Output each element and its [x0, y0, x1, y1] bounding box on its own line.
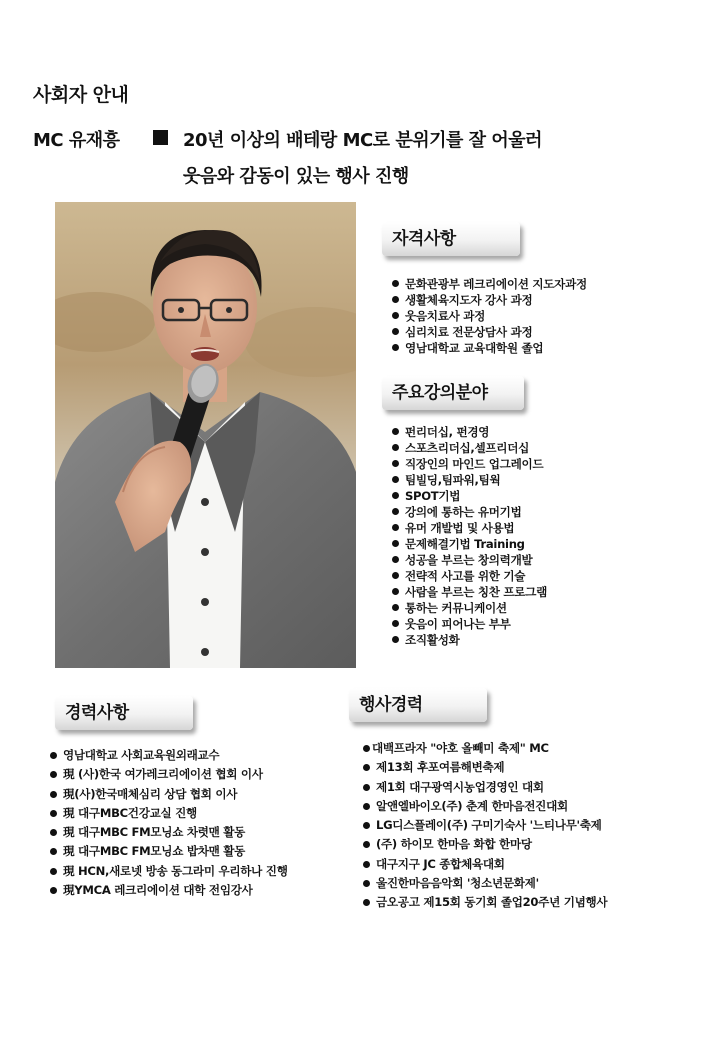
list-item: 現 대구MBC FM모닝쇼 밥차맨 활동	[50, 842, 288, 861]
lectures-heading: 주요강의분야	[382, 376, 524, 410]
mc-tagline-2: 웃음와 감동이 있는 행사 진행	[183, 166, 409, 187]
list-item: 문화관광부 레크리에이션 지도자과정	[392, 276, 587, 292]
events-list	[363, 739, 607, 913]
list-item: 금오공고 제15회 동기회 졸업20주년 기념행사	[363, 893, 607, 912]
list-item: 웃음이 피어나는 부부	[392, 616, 547, 632]
bullet-icon	[392, 460, 399, 467]
bullet-icon	[363, 880, 370, 887]
list-item: 現 HCN,새로넷 방송 동그라미 우리하나 진행	[50, 862, 288, 881]
career-heading: 경력사항	[55, 696, 193, 730]
bullet-icon	[50, 791, 57, 798]
list-item: 現 대구MBC건강교실 진행	[50, 804, 288, 823]
bullet-icon	[392, 296, 399, 303]
list-item: 성공을 부르는 창의력개발	[392, 552, 547, 568]
bullet-icon	[392, 604, 399, 611]
list-item: 영남대학교 사회교육원외래교수	[50, 746, 288, 765]
bullet-icon	[392, 556, 399, 563]
bullet-icon	[363, 764, 370, 771]
qualifications-list	[392, 276, 587, 356]
bullet-icon	[392, 492, 399, 499]
bullet-icon	[363, 822, 370, 829]
mc-tagline-1: 20년 이상의 배테랑 MC로 분위기를 잘 어울러	[183, 130, 542, 151]
list-item: 대구지구 JC 종합체육대회	[363, 855, 607, 874]
bullet-icon	[392, 540, 399, 547]
list-item: 통하는 커뮤니케이션	[392, 600, 547, 616]
list-item: 대백프라자 "야호 올빼미 축제" MC	[363, 739, 607, 758]
lectures-list	[392, 424, 547, 648]
bullet-icon	[50, 868, 57, 875]
list-item: 알앤엘바이오(주) 춘계 한마음전진대회	[363, 797, 607, 816]
bullet-icon	[392, 588, 399, 595]
list-item: SPOT기법	[392, 488, 547, 504]
bullet-icon	[392, 344, 399, 351]
mc-name: MC 유재흥	[33, 130, 120, 151]
list-item: 제13회 후포여름해변축제	[363, 758, 607, 777]
list-item: 직장인의 마인드 업그레이드	[392, 456, 547, 472]
list-item: 사람을 부르는 칭찬 프로그램	[392, 584, 547, 600]
bullet-icon	[392, 620, 399, 627]
list-item: 웃음치료사 과정	[392, 308, 587, 324]
bullet-icon	[392, 572, 399, 579]
square-bullet-icon	[153, 130, 168, 145]
list-item: 심리치료 전문상담사 과정	[392, 324, 587, 340]
list-item: 영남대학교 교육대학원 졸업	[392, 340, 587, 356]
bullet-icon	[392, 476, 399, 483]
bullet-icon	[50, 848, 57, 855]
bullet-icon	[50, 752, 57, 759]
bullet-icon	[392, 312, 399, 319]
mc-photo	[55, 202, 356, 668]
bullet-icon	[392, 508, 399, 515]
list-item: 강의에 통하는 유머기법	[392, 504, 547, 520]
bullet-icon	[392, 428, 399, 435]
list-item: 現YMCA 레크리에이션 대학 전임강사	[50, 881, 288, 900]
list-item: 現(사)한국매체심리 상담 협회 이사	[50, 785, 288, 804]
list-item: 전략적 사고를 위한 기술	[392, 568, 547, 584]
bullet-icon	[363, 841, 370, 848]
list-item: 문제해결기법 Training	[392, 536, 547, 552]
bullet-icon	[50, 771, 57, 778]
list-item: 現 대구MBC FM모닝쇼 차렷맨 활동	[50, 823, 288, 842]
career-list	[50, 746, 288, 900]
list-item: LG디스플레이(주) 구미기숙사 '느티나무'축제	[363, 816, 607, 835]
bullet-icon	[363, 861, 370, 868]
events-heading: 행사경력	[349, 688, 487, 722]
bullet-icon	[392, 444, 399, 451]
list-item: 現 (사)한국 여가레크리에이션 협회 이사	[50, 765, 288, 784]
list-item: 제1회 대구광역시농업경영인 대회	[363, 778, 607, 797]
list-item: 조직활성화	[392, 632, 547, 648]
bullet-icon	[392, 280, 399, 287]
bullet-icon	[363, 745, 370, 752]
bullet-icon	[363, 784, 370, 791]
list-item: 울진한마음음악회 '청소년문화제'	[363, 874, 607, 893]
bullet-icon	[363, 899, 370, 906]
bullet-icon	[363, 803, 370, 810]
list-item: 스포츠리더십,셀프리더십	[392, 440, 547, 456]
bullet-icon	[50, 887, 57, 894]
list-item: 펀리더십, 펀경영	[392, 424, 547, 440]
qualifications-heading: 자격사항	[382, 222, 520, 256]
bullet-icon	[50, 829, 57, 836]
list-item: 생활체육지도자 강사 과정	[392, 292, 587, 308]
bullet-icon	[392, 524, 399, 531]
list-item: 유머 개발법 및 사용법	[392, 520, 547, 536]
bullet-icon	[50, 810, 57, 817]
list-item: 팀빌딩,팀파워,팀웍	[392, 472, 547, 488]
page-title: 사회자 안내	[33, 84, 129, 106]
bullet-icon	[392, 328, 399, 335]
list-item: (주) 하이모 한마음 화합 한마당	[363, 835, 607, 854]
bullet-icon	[392, 636, 399, 643]
